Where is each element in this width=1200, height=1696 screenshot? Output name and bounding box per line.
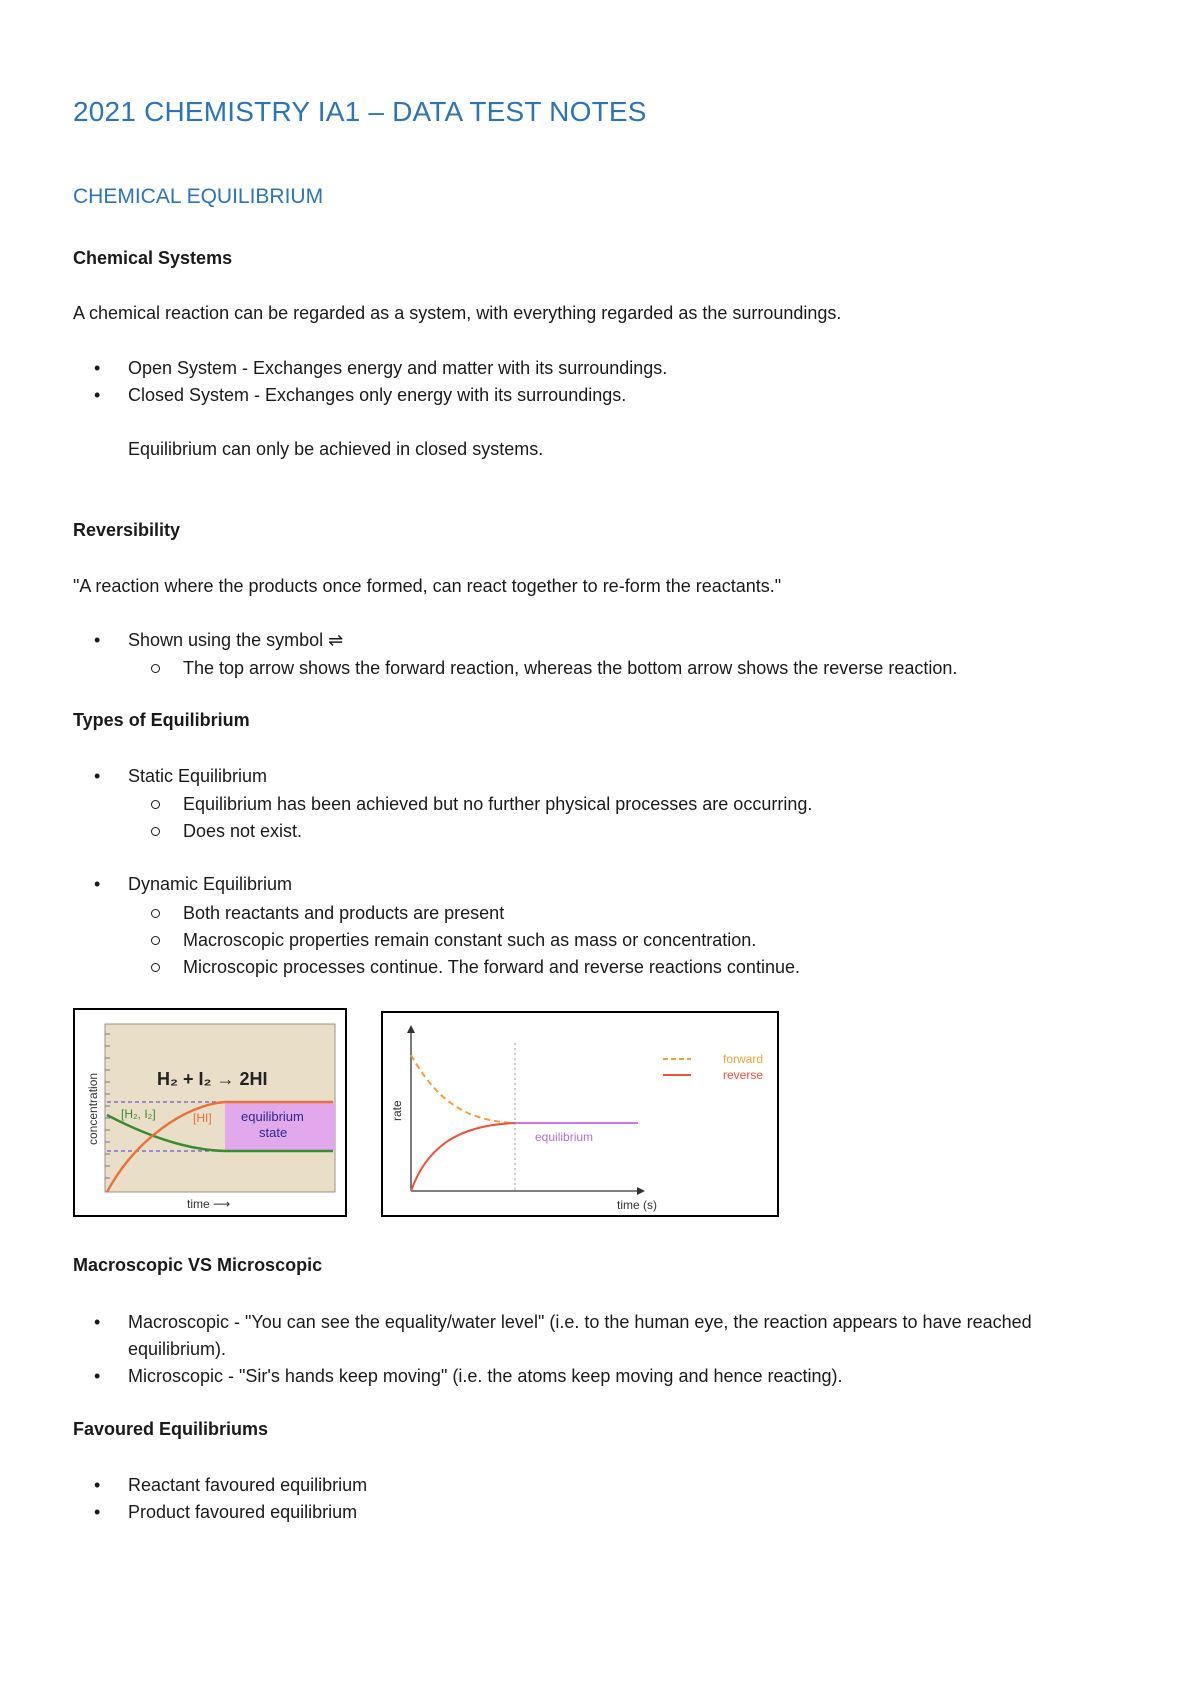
arrow-explanation: The top arrow shows the forward reaction, whereas the bottom arrow shows the reverse reaction. xyxy=(183,658,958,678)
reaction-equation: H₂ + I₂ → 2HI xyxy=(157,1069,268,1089)
macro-micro-heading: Macroscopic VS Microscopic xyxy=(73,1255,323,1275)
reverse-curve xyxy=(411,1123,515,1191)
static-sub-2: Does not exist. xyxy=(183,821,303,841)
x-axis-label: time ⟶ xyxy=(187,1197,231,1211)
rate-chart xyxy=(383,1013,777,1215)
static-equilibrium-item: • Static Equilibrium xyxy=(128,763,1108,790)
reversibility-quote: "A reaction where the products once formed, can react together to re-form the reactants." xyxy=(73,576,782,596)
section-heading: CHEMICAL EQUILIBRIUM xyxy=(73,185,324,208)
dynamic-equilibrium-item: • Dynamic Equilibrium xyxy=(128,871,1108,898)
reactant-favoured-item: • Reactant favoured equilibrium xyxy=(128,1472,1108,1499)
product-label: [HI] xyxy=(193,1111,212,1125)
concentration-chart xyxy=(75,1010,345,1215)
state-label-line-1: equilibrium xyxy=(241,1109,304,1124)
closed-system-note: Equilibrium can only be achieved in closed systems. xyxy=(128,439,544,459)
open-system-item: • Open System - Exchanges energy and matter with its surroundings. xyxy=(128,355,1108,382)
reversibility-heading: Reversibility xyxy=(73,520,181,540)
equilibrium-label: equilibrium xyxy=(535,1130,594,1144)
concentration-time-figure xyxy=(73,1008,347,1217)
forward-curve xyxy=(411,1055,515,1123)
legend-forward-label: forward xyxy=(723,1052,764,1066)
y-axis-arrow-icon xyxy=(407,1025,415,1033)
state-label-line-2: state xyxy=(259,1125,288,1140)
closed-system-item: • Closed System - Exchanges only energy with its surroundings. xyxy=(128,382,1108,409)
rate-time-figure xyxy=(381,1011,779,1217)
microscopic-item: • Microscopic - "Sir's hands keep moving" (i.e. the atoms keep moving and hence reacting). xyxy=(128,1363,1108,1390)
legend-reverse-label: reverse xyxy=(723,1068,764,1082)
dynamic-sub-1: Both reactants and products are present xyxy=(183,903,505,923)
dynamic-sub-2: Macroscopic properties remain constant such as mass or concentration. xyxy=(183,930,757,950)
x-axis-arrow-icon xyxy=(637,1187,645,1195)
static-sub-1: Equilibrium has been achieved but no further physical processes are occurring. xyxy=(183,794,813,814)
favoured-heading: Favoured Equilibriums xyxy=(73,1419,269,1439)
symbol-item: • Shown using the symbol ⇌ xyxy=(128,627,1108,654)
chemical-systems-heading: Chemical Systems xyxy=(73,248,233,268)
dynamic-sub-3: Microscopic processes continue. The forward and reverse reactions continue. xyxy=(183,957,800,977)
reactant-label: [H₂, I₂] xyxy=(121,1107,156,1121)
x-axis-label: time (s) xyxy=(617,1198,657,1212)
document-title: 2021 CHEMISTRY IA1 – DATA TEST NOTES xyxy=(73,96,647,127)
types-heading: Types of Equilibrium xyxy=(73,710,250,730)
macroscopic-item: • Macroscopic - "You can see the equality/water level" (i.e. to the human eye, the reaction appears to have reached equilibrium). xyxy=(128,1309,1108,1363)
chemical-systems-intro: A chemical reaction can be regarded as a system, with everything regarded as the surroundings. xyxy=(73,303,842,323)
y-axis-label: concentration xyxy=(86,1072,100,1145)
product-favoured-item: • Product favoured equilibrium xyxy=(128,1499,1108,1526)
y-axis-label: rate xyxy=(390,1100,404,1121)
